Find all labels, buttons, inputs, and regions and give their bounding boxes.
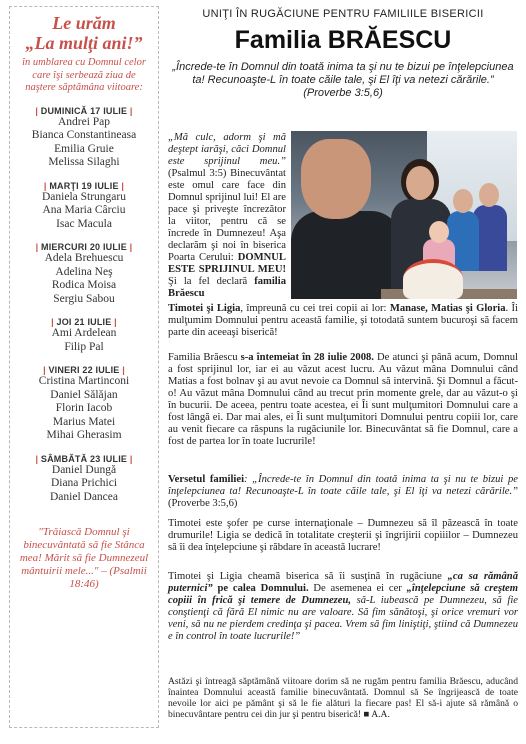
day-heading: | DUMINICĂ 17 IULIE |: [35, 105, 133, 116]
birthday-name: Sergiu Sabou: [53, 292, 115, 305]
sidebar-title-line1: Le urăm: [52, 13, 116, 33]
day-label: JOI 21 IULIE: [56, 317, 112, 327]
family-verse-label: Versetul familiei: [168, 474, 245, 485]
day-label: VINERI 22 IULIE: [48, 365, 120, 375]
day-heading: | MARŢI 19 IULIE |: [43, 180, 125, 191]
birthday-name: Adelina Neş: [55, 265, 113, 278]
birthday-name: Andrei Pap: [57, 115, 111, 128]
sidebar-intro: în umblarea cu Domnul celor care îşi serbează ziua de naştere săptămâna viitoare:: [22, 57, 146, 93]
prayer-request-2: „înţelepciune să creştem copiii în frică şi temere de Dumnezeu,: [168, 583, 518, 606]
prayer-request-3: să-L iubească pe Dumnezeu, să fie conştienţi că fără El nimic nu are valoare. Să fim sănătoşi, şi orice vremuri vor veni, să nu ne pierdem credinţa şi pacea. Vrem să fim liniştiţi, ştiind că Dumnezeu e în control în toate lucrurile!”: [168, 595, 518, 642]
prayer-request-1: „ca sa rămână puternici”: [168, 571, 518, 594]
p2-text: Familia Brăescu: [168, 352, 241, 363]
birthday-sidebar: [9, 6, 159, 728]
birthday-name: Daniel Sălăjan: [50, 388, 118, 401]
birthday-name: Daniel Dancea: [49, 490, 118, 503]
p1-text-3: , împreună cu cei trei copii ai lor:: [240, 303, 390, 314]
birthday-name: Melissa Silaghi: [48, 156, 120, 168]
p2-text-2: De atunci şi până acum, Domnul a fost sprijinul lor, iar ei au văzut acest lucru. Au văzut mâna Domnului când Matias a fost bolnav şi au avut nevoie ca Domnul să intervină. Şi Domnul a făcut-o! Au văzut mâna Domnului când au trecut prin momente grele, dar au văzut-o şi în bucurii. De aceea, pentru toate acestea, ei Îi sunt mulţumitori Domnului care a fost lângă ei. Dar mai ales, ei Îi sunt mulţumitori Domnului pentru copiii lor, care au venit fiecare ca răspuns la rugăciunile lor. Binecuvântat să fie Domnul, care a fost de partea lor în toate lucrurile!: [168, 352, 518, 447]
article-paragraph-2: [168, 352, 518, 448]
kicker: UNIŢI ÎN RUGĂCIUNE PENTRU FAMILIILE BISERICII: [202, 8, 484, 20]
day-block: [10, 365, 158, 443]
article-paragraph-1-cont: [168, 303, 518, 339]
day-label: MARŢI 19 IULIE: [49, 180, 119, 191]
p4-text: Timotei este şofer pe curse internaţionale – Dumnezeu să îl păzească în toate drumurile! Ligia se dedică în totalitate creşterii şi îngrijirii copiiilor – Dumnezeu să îi dea înţelepciune şi răbdare în această lucrare!: [168, 518, 518, 553]
p5-text-2: De asemenea ei cer: [308, 583, 407, 594]
p6-text: Astăzi şi întreagă săptămână viitoare dorim să ne rugăm pentru familia Brăescu, aducând înaintea Domnului această familie binecuvântată. Domnul să Se îngrijească de toate nevoile lor aici pe pământ şi să le fie alături la fiecare pas! El să-i ajute să rămână o binecuvântare pentru cei din jur şi pentru biserică! ■ A.A.: [168, 676, 518, 720]
birthday-name: Cristina Martinconi: [38, 375, 130, 387]
article-paragraph-3: [168, 474, 518, 510]
birthday-name: Isac Macula: [56, 217, 112, 230]
day-heading: | JOI 21 IULIE |: [51, 317, 117, 327]
birthday-name: Rodica Moisa: [51, 279, 117, 291]
birthday-name: Adela Brehuescu: [44, 252, 124, 264]
birthday-name: Emilia Gruie: [54, 142, 114, 155]
birthday-name: Marius Matei: [52, 415, 116, 428]
family-verse: : „Încrede-te în Domnul din toată inima ta şi nu te bizui pe înţelepciunea ta! Recunoaşte-L în toate căile tale, şi El îţi va netezi cărările.”: [168, 474, 518, 497]
wedding-date: s-a întemeiat în 28 iulie 2008.: [240, 352, 374, 363]
day-block: [10, 106, 158, 170]
p1-text-2: Şi la fel declară: [168, 276, 255, 287]
day-heading: | MIERCURI 20 IULIE |: [35, 242, 133, 252]
birthday-name: Filip Pal: [64, 340, 104, 353]
day-block: [10, 181, 158, 232]
psalm-quote: „Mă culc, adorm şi mă deştept iarăşi, căci Domnul este sprijinul meu.”: [168, 132, 286, 167]
p5-bold: pe calea Domnului.: [212, 583, 309, 594]
birthday-name: Daniel Dungă: [51, 463, 117, 476]
family-verse-ref: (Proverbe 3:5,6): [168, 498, 238, 509]
p5-text: Timotei şi Ligia cheamă biserica să îi susţină în rugăciune: [168, 571, 448, 582]
article-paragraph-1: [168, 132, 286, 300]
family-name: familia Brăescu: [168, 276, 286, 299]
day-block: [10, 317, 158, 354]
sidebar-title: [10, 13, 158, 53]
sidebar-title-line2: „La mulţi ani!”: [25, 33, 143, 53]
family-photo: [291, 131, 517, 299]
birthday-name: Florin Iacob: [55, 402, 113, 414]
p1-text: (Psalmul 3:5) Binecuvântat este omul care face din Domnul sprijinul lui! El are pace şi priveşte încrezător la viitor, pentru că se încrede în Dumnezeu! Aşa declarăm şi noi în biserica Poarta Cerului:: [168, 168, 286, 263]
article-paragraph-5: [168, 571, 518, 643]
birthday-name: Bianca Constantineasa: [31, 129, 137, 141]
birthday-name: Mihai Gherasim: [46, 429, 122, 441]
children-names: Manase, Matias şi Gloria: [389, 303, 506, 314]
article-paragraph-6: [168, 676, 518, 720]
p1-text-4: . Îi mulţumim Domnului pentru această familie, şi totodată suntem bucuroşi să facem parte din aceeaşi biserică!: [168, 303, 518, 338]
page-title: Familia BRĂESCU: [234, 26, 452, 54]
p1-bold: DOMNUL ESTE SPRIJINUL MEU!: [168, 252, 286, 275]
day-block: [10, 242, 158, 306]
day-label: DUMINICĂ 17 IULIE: [40, 105, 128, 116]
day-heading: | VINERI 22 IULIE |: [43, 365, 125, 375]
header-verse: „Încrede-te în Domnul din toată inima ta şi nu te bizui pe înţelepciunea ta! Recunoaşte-L în toate căile tale, şi El îţi va netezi cărările.” (Proverbe 3:5,6): [172, 61, 514, 99]
sidebar-quote: "Trăiască Domnul şi binecuvântată să fie Stânca mea! Mărit să fie Dumnezeul mântuirii mele..." – (Psalmii 18:46): [19, 526, 149, 590]
birthday-name: Ana Maria Cârciu: [42, 204, 126, 216]
parents-names: Timotei şi Ligia: [168, 303, 241, 314]
day-label: MIERCURI 20 IULIE: [41, 242, 127, 252]
birthday-name: Diana Prichici: [50, 477, 118, 489]
day-label: SÂMBĂTĂ 23 IULIE: [40, 453, 128, 464]
day-heading: | SÂMBĂTĂ 23 IULIE |: [35, 453, 133, 464]
birthday-name: Daniela Strungaru: [42, 190, 126, 203]
article-header: [168, 0, 518, 100]
birthday-name: Ami Ardelean: [51, 327, 117, 339]
day-block: [10, 454, 158, 505]
article-paragraph-4: [168, 518, 518, 554]
